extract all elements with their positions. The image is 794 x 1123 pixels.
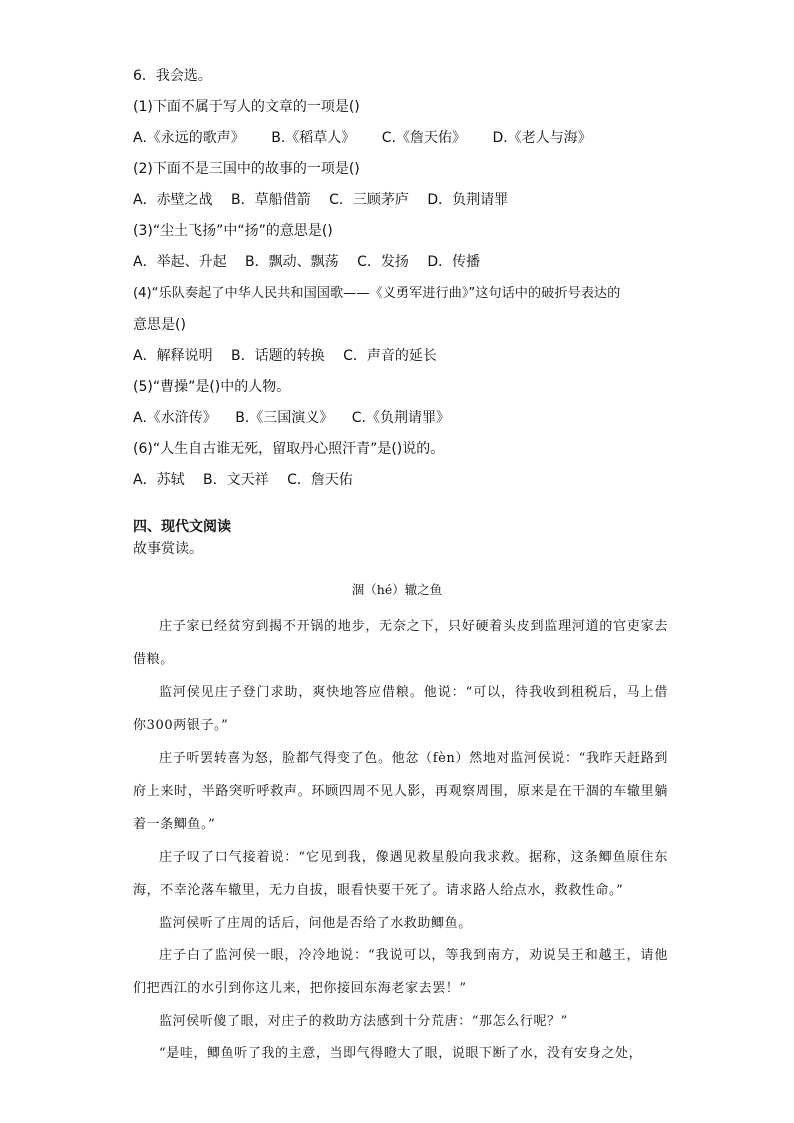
question-1-stem: (1)下面不属于写人的文章的一项是() (133, 99, 360, 115)
option-b[interactable]: B．飘动、飘荡 (245, 254, 339, 270)
option-b[interactable]: B.《稻草人》 (271, 130, 356, 146)
question-1-options (133, 128, 614, 148)
option-a[interactable]: A.《永远的歌声》 (133, 130, 245, 146)
question-4-stem: (4)“乐队奏起了中华人民共和国国歌——《义勇军进行曲》”这句话中的破折号表达的 (133, 286, 621, 301)
option-a[interactable]: A．举起、升起 (133, 254, 227, 270)
option-c[interactable]: C．声音的延长 (343, 348, 437, 364)
option-a[interactable]: A.《水浒传》 (133, 410, 217, 426)
option-d[interactable]: D．负荆请罪 (427, 192, 509, 208)
story-paragraph-4: 庄子叹了口气接着说：“它见到我，像遇见救星般向我求救。据称，这条鲫鱼原住东海，不幸沦落车辙里，无力自拔，眼看快要干死了。请求路人给点水，救救性命。” (133, 850, 668, 898)
option-b[interactable]: B．草船借箭 (231, 192, 311, 208)
question-6-options (133, 470, 367, 490)
option-b[interactable]: B．话题的转换 (231, 348, 325, 364)
option-d[interactable]: D.《老人与海》 (492, 130, 592, 146)
option-a[interactable]: A．解释说明 (133, 348, 213, 364)
story-paragraph-7: 监河侯听傻了眼，对庄子的救助方法感到十分荒唐：“那怎么行呢？” (159, 1014, 568, 1029)
question-2-options (133, 190, 522, 210)
story-paragraph-2: 监河侯见庄子登门求助，爽快地答应借粮。他说：“可以，待我收到租税后，马上借你300两银子。” (133, 685, 668, 733)
option-c[interactable]: C．詹天佑 (287, 472, 353, 488)
question-6-stem: (6)“人生自古谁无死，留取丹心照汗青”是()说的。 (133, 441, 445, 457)
question-5-stem: (5)“曹操”是()中的人物。 (133, 379, 291, 395)
option-c[interactable]: C.《负荆请罪》 (351, 410, 450, 426)
option-b[interactable]: B．文天祥 (203, 472, 269, 488)
story-paragraph-6: 庄子白了监河侯一眼，冷冷地说：“我说可以，等我到南方，劝说吴王和越王，请他们把西江的水引到你这儿来，把你接回东海老家去罢！” (133, 948, 668, 996)
question-2-stem: (2)下面不是三国中的故事的一项是() (133, 161, 360, 177)
story-paragraph-5: 监河侯听了庄周的话后，问他是否给了水救助鲫鱼。 (159, 916, 472, 931)
question-4-options (133, 346, 451, 366)
story-paragraph-8: “是哇，鲫鱼听了我的主意，当即气得瞪大了眼，说眼下断了水，没有安身之处， (159, 1046, 643, 1061)
question-5-options (133, 408, 464, 428)
question-4-stem-cont: 意思是() (133, 317, 186, 333)
option-a[interactable]: A．赤壁之战 (133, 192, 213, 208)
option-b[interactable]: B.《三国演义》 (235, 410, 334, 426)
question-3-options (133, 252, 494, 272)
question-heading: 6．我会选。 (133, 68, 212, 84)
section-heading: 四、现代文阅读 (133, 519, 231, 535)
section-intro: 故事赏读。 (133, 541, 203, 557)
option-a[interactable]: A．苏轼 (133, 472, 185, 488)
option-c[interactable]: C．发扬 (357, 254, 409, 270)
story-paragraph-1: 庄子家已经贫穷到揭不开锅的地步，无奈之下，只好硬着头皮到监理河道的官吏家去借粮。 (133, 619, 668, 667)
option-d[interactable]: D．传播 (427, 254, 481, 270)
story-title: 涸（hé）辙之鱼 (351, 582, 443, 597)
question-3-stem: (3)“尘土飞扬”中“扬”的意思是() (133, 223, 333, 239)
option-c[interactable]: C.《詹天佑》 (381, 130, 466, 146)
option-c[interactable]: C．三顾茅庐 (329, 192, 409, 208)
story-paragraph-3: 庄子听罢转喜为怒，脸都气得变了色。他忿（fèn）然地对监河侯说：“我昨天赶路到府上来时，半路突听呼救声。环顾四周不见人影，再观察周围，原来是在干涸的车辙里躺着一条鲫鱼。” (133, 751, 668, 832)
